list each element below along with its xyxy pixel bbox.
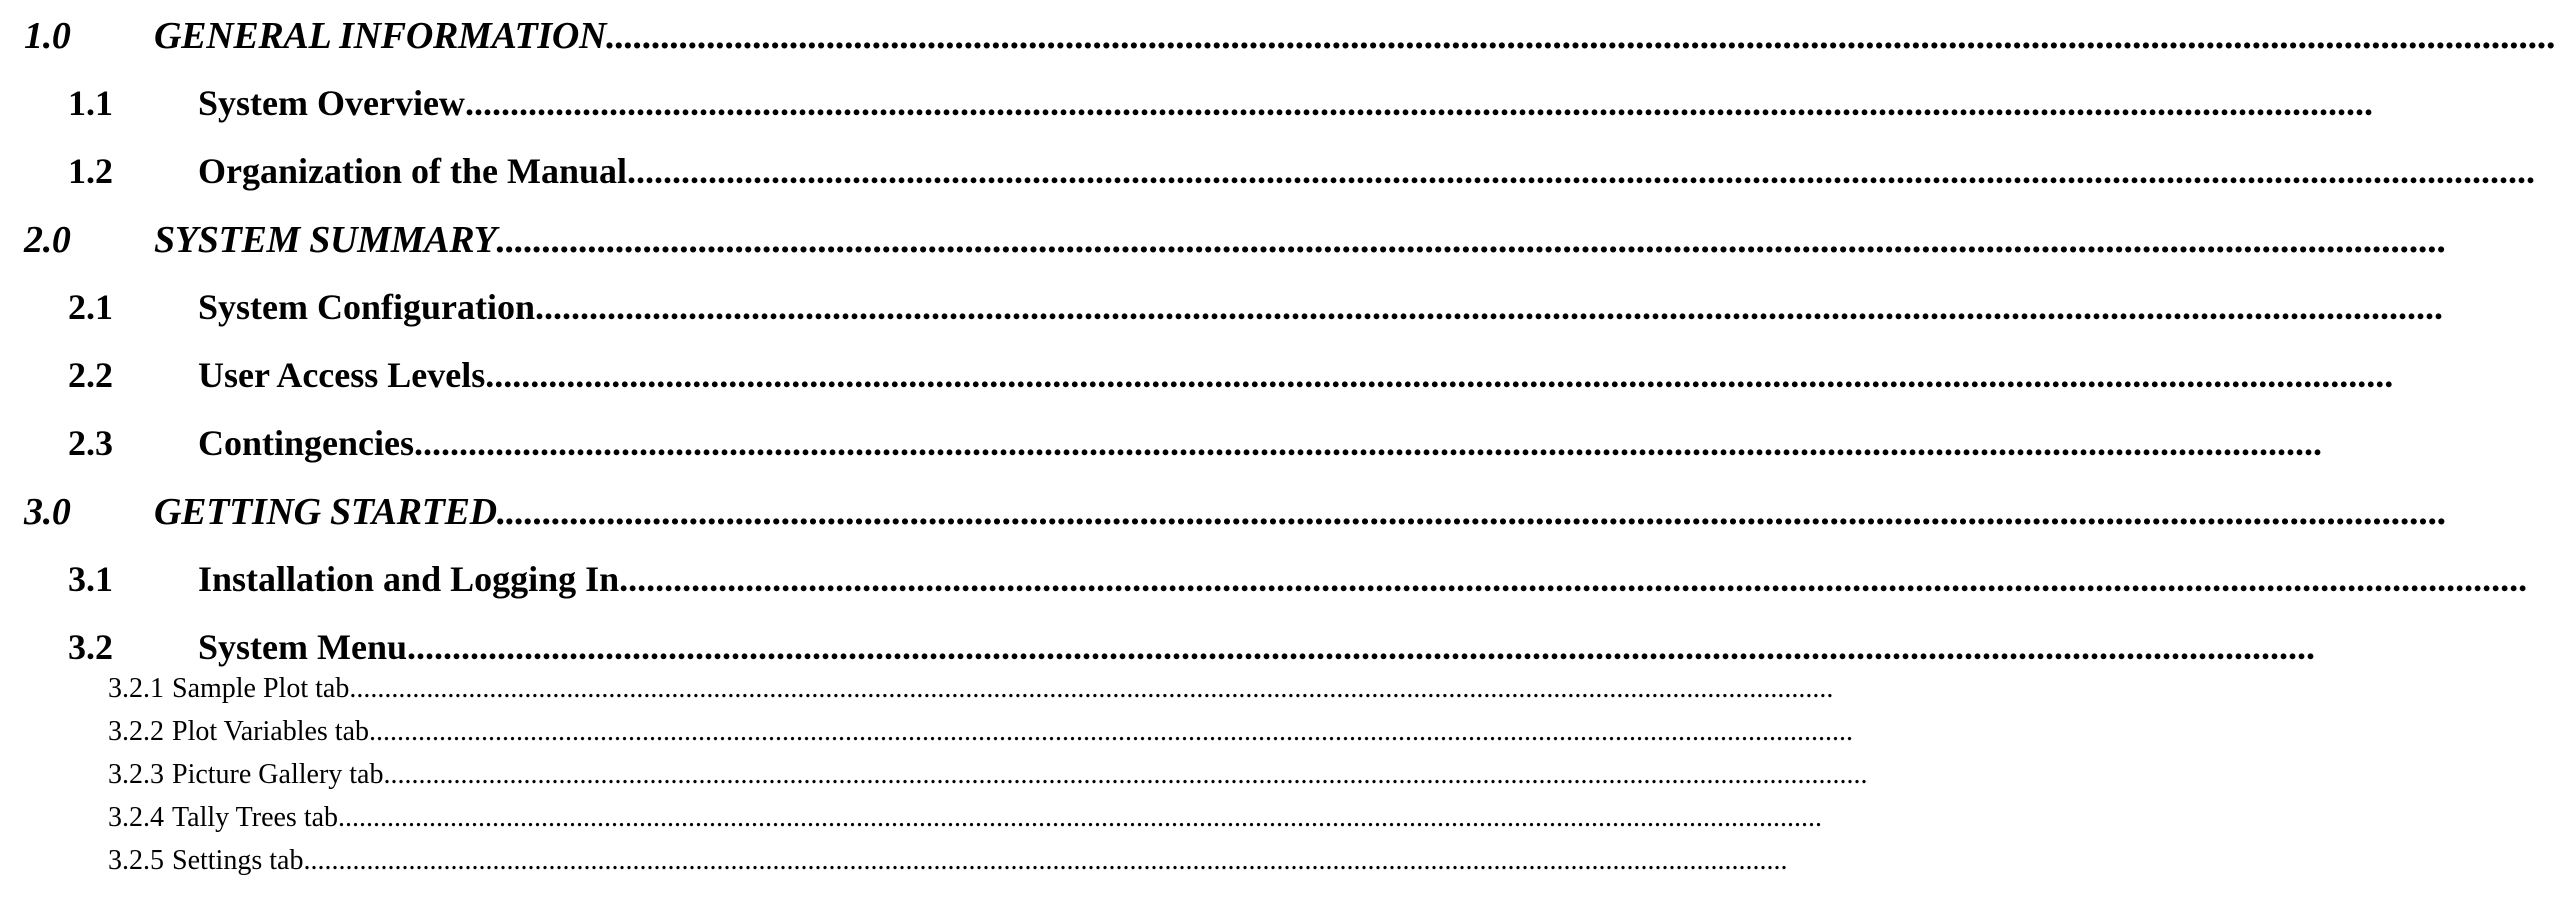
- toc-title: System Configuration: [198, 287, 536, 327]
- dot-leader: ....................................................................................................................................................................................................................: [606, 15, 2557, 57]
- dot-leader: ....................................................................................................................................................................................................................: [627, 151, 2535, 191]
- toc-entry-2-3[interactable]: [68, 422, 2322, 464]
- dot-leader: ....................................................................................................................................................................................................................: [464, 83, 2373, 123]
- toc-entry-3-2[interactable]: [68, 626, 2315, 668]
- dot-leader: ....................................................................................................................................................................................................................: [383, 759, 1868, 790]
- dot-leader: ....................................................................................................................................................................................................................: [349, 673, 1834, 704]
- dot-leader: ....................................................................................................................................................................................................................: [496, 219, 2447, 261]
- toc-entry-3-2-3[interactable]: [108, 759, 1868, 791]
- toc-number: 3.2: [68, 627, 113, 667]
- toc-title: Sample Plot tab: [172, 673, 350, 704]
- toc-title: System Menu: [198, 627, 407, 667]
- toc-title: Plot Variables tab: [172, 716, 370, 747]
- toc-entry-3-2-2[interactable]: [108, 716, 1854, 748]
- toc-entry-3-2-1[interactable]: [108, 673, 1834, 705]
- dot-leader: ....................................................................................................................................................................................................................: [535, 287, 2444, 327]
- toc-title: Contingencies: [198, 423, 414, 463]
- toc-title: GETTING STARTED: [154, 491, 497, 533]
- toc-entry-2-0[interactable]: [24, 218, 2447, 262]
- toc-number: 3.1: [68, 559, 113, 599]
- dot-leader: ....................................................................................................................................................................................................................: [303, 845, 1788, 876]
- toc-entry-1-2[interactable]: [68, 150, 2535, 192]
- toc-number: 1.0: [24, 15, 71, 57]
- toc-entry-3-1[interactable]: [68, 558, 2528, 600]
- dot-leader: ....................................................................................................................................................................................................................: [338, 802, 1823, 833]
- toc-number: 2.2: [68, 355, 113, 395]
- dot-leader: ....................................................................................................................................................................................................................: [485, 355, 2394, 395]
- toc-title: SYSTEM SUMMARY: [154, 219, 497, 261]
- toc-entry-3-2-4[interactable]: [108, 802, 1823, 834]
- dot-leader: ....................................................................................................................................................................................................................: [407, 627, 2315, 667]
- toc-entry-3-0[interactable]: [24, 490, 2448, 534]
- toc-entry-1-1[interactable]: [68, 82, 2373, 124]
- toc-title: Tally Trees tab: [172, 802, 339, 833]
- toc-title: Settings tab: [172, 845, 304, 876]
- toc-number: 2.3: [68, 423, 113, 463]
- toc-number: 3.2.1: [108, 673, 164, 704]
- dot-leader: ....................................................................................................................................................................................................................: [619, 559, 2528, 599]
- toc-entry-2-1[interactable]: [68, 286, 2444, 328]
- toc-number: 3.0: [24, 491, 71, 533]
- toc-number: 3.2.5: [108, 845, 164, 876]
- dot-leader: ....................................................................................................................................................................................................................: [414, 423, 2322, 463]
- toc-entry-3-2-5[interactable]: [108, 845, 1788, 877]
- toc-number: 3.2.4: [108, 802, 164, 833]
- toc-number: 1.2: [68, 151, 113, 191]
- dot-leader: ....................................................................................................................................................................................................................: [496, 491, 2448, 533]
- toc-title: Picture Gallery tab: [172, 759, 384, 790]
- toc-entry-1-0[interactable]: [24, 14, 2557, 58]
- toc-title: GENERAL INFORMATION: [154, 15, 607, 57]
- toc-title: User Access Levels: [198, 355, 486, 395]
- toc-entry-2-2[interactable]: [68, 354, 2394, 396]
- toc-title: Organization of the Manual: [198, 151, 627, 191]
- dot-leader: ....................................................................................................................................................................................................................: [369, 716, 1854, 747]
- toc-number: 2.1: [68, 287, 113, 327]
- toc-number: 1.1: [68, 83, 113, 123]
- toc-title: Installation and Logging In: [198, 559, 620, 599]
- toc-title: System Overview: [198, 83, 465, 123]
- toc-number: 3.2.2: [108, 716, 164, 747]
- toc-number: 2.0: [24, 219, 71, 261]
- toc-number: 3.2.3: [108, 759, 164, 790]
